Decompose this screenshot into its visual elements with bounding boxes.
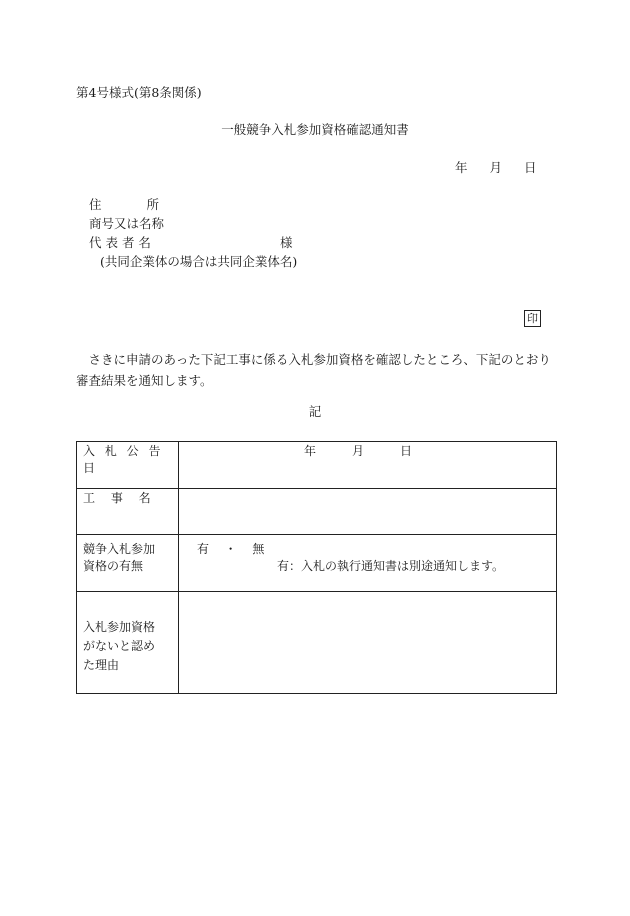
honorific: 様 [280, 235, 293, 250]
reason-value [179, 592, 557, 694]
table-row [77, 442, 557, 489]
details-table [76, 441, 557, 694]
company-label: 商号又は名称 [89, 216, 165, 231]
address-label: 住 所 [89, 197, 160, 212]
table-row [77, 489, 557, 535]
date-month: 月 [489, 160, 503, 175]
document-title: 一般競争入札参加資格確認通知書 [221, 122, 409, 137]
project-name-value [179, 489, 557, 535]
jv-note: (共同企業体の場合は共同企業体名) [100, 254, 298, 269]
representative-label: 代 表 者 名 [89, 235, 151, 250]
seal-mark: 印 [524, 310, 541, 327]
table-row [77, 535, 557, 592]
form-number: 第4号様式(第8条関係) [76, 85, 202, 100]
eligibility-note: 有：入札の執行通知書は別途通知します。 [277, 559, 505, 573]
announcement-date-value: 年 月 日 [179, 442, 557, 489]
eligibility-value [179, 535, 557, 592]
option-no: 無 [252, 542, 265, 556]
project-name-label: 工 事 名 [77, 489, 179, 535]
announcement-date-label: 入 札 公 告 日 [77, 442, 179, 489]
date-year: 年 [455, 160, 468, 175]
eligibility-label: 競争入札参加 資格の有無 [77, 535, 179, 592]
option-separator: ・ [224, 542, 237, 556]
date-day: 日 [524, 160, 537, 175]
issue-date [455, 162, 537, 175]
notice-body: さきに申請のあった下記工事に係る入札参加資格を確認したところ、下記のとおり審査結果を通知します。 [76, 352, 551, 388]
table-row [77, 592, 557, 694]
option-yes: 有 [197, 542, 210, 556]
reason-label: 入札参加資格 がないと認め た理由 [77, 592, 179, 694]
ki-heading: 記 [308, 404, 322, 419]
